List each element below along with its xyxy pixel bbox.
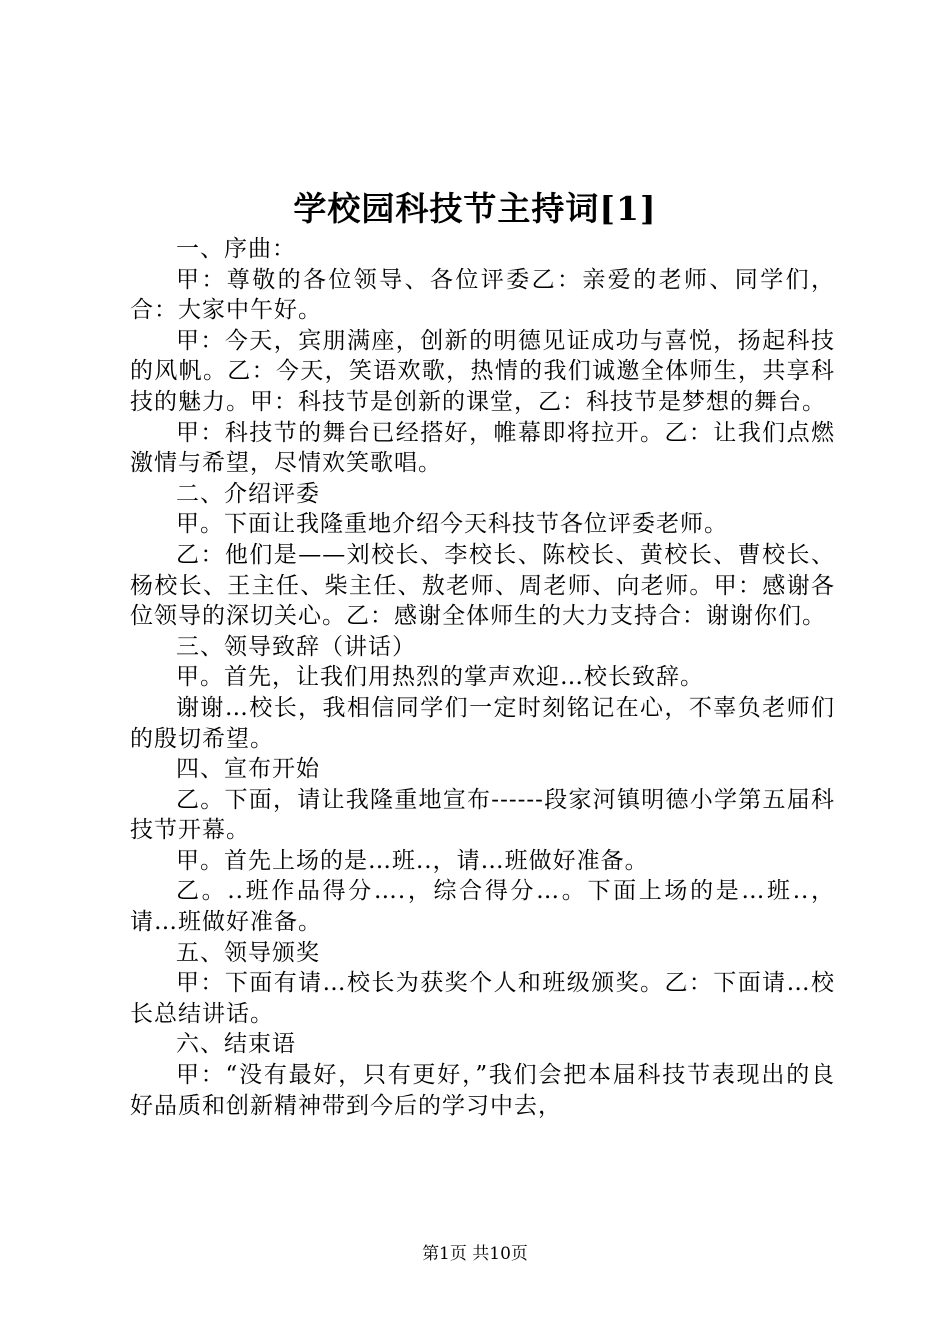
paragraph: 乙。..班作品得分….，综合得分…。下面上场的是…班..，请…班做好准备。: [130, 878, 835, 936]
section-heading: 二、介绍评委: [176, 480, 320, 507]
section-heading: 五、领导颁奖: [176, 939, 320, 966]
paragraph: 甲：今天，宾朋满座，创新的明德见证成功与喜悦，扬起科技的风帆。乙：今天，笑语欢歌，热情的我们诚邀全体师生，共享科技的魅力。甲：科技节是创新的课堂，乙：科技节是梦想的舞台。: [130, 327, 835, 415]
paragraph: 甲：下面有请…校长为获奖个人和班级颁奖。乙：下面请…校长总结讲话。: [130, 970, 835, 1027]
page-footer: 第1页 共10页: [422, 1244, 528, 1264]
paragraph: 甲：“没有最好，只有更好，”我们会把本届科技节表现出的良好品质和创新精神带到今后的学习中去，: [130, 1062, 835, 1119]
document-title: 学校园科技节主持词[1]: [293, 189, 657, 228]
section-heading: 六、结束语: [176, 1031, 296, 1058]
section-heading: 四、宣布开始: [176, 756, 320, 783]
paragraph: 甲。首先上场的是…班..，请…班做好准备。: [176, 847, 649, 874]
paragraph: 甲。首先，让我们用热烈的掌声欢迎…校长致辞。: [176, 664, 704, 691]
paragraph: 甲：尊敬的各位领导、各位评委乙：亲爱的老师、同学们，合：大家中午好。: [130, 266, 835, 324]
section-heading: 三、领导致辞（讲话）: [176, 633, 416, 660]
paragraph: 甲。下面让我隆重地介绍今天科技节各位评委老师。: [176, 511, 728, 538]
paragraph: 乙：他们是——刘校长、李校长、陈校长、黄校长、曹校长、杨校长、王主任、柴主任、敖老师、周老师、向老师。甲：感谢各位领导的深切关心。乙：感谢全体师生的大力支持合：谢谢你们。: [130, 541, 835, 630]
document-body: [130, 234, 835, 1121]
paragraph: 乙。下面，请让我隆重地宣布------段家河镇明德小学第五届科技节开幕。: [130, 786, 835, 844]
section-heading: 一、序曲：: [176, 236, 296, 262]
paragraph: 谢谢…校长，我相信同学们一定时刻铭记在心，不辜负老师们的殷切希望。: [130, 694, 835, 752]
paragraph: 甲：科技节的舞台已经搭好，帷幕即将拉开。乙：让我们点燃激情与希望，尽情欢笑歌唱。: [130, 419, 835, 477]
